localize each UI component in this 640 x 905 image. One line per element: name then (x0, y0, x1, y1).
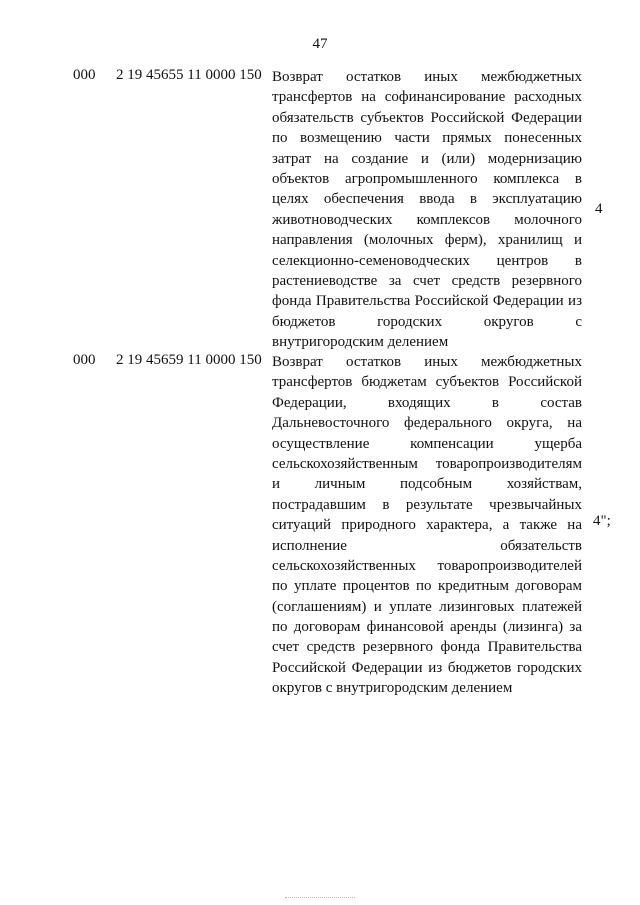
page-number: 47 (312, 36, 328, 52)
description-line: животноводческих комплексов молочного (272, 211, 582, 228)
description-line: Российской Федерации из бюджетов городских (272, 659, 582, 676)
description-line: направления (молочных ферм), хранилищ и (272, 232, 582, 249)
description-line: округов с внутригородским делением (272, 680, 513, 697)
description-line: трансфертов на софинансирование расходных (272, 89, 582, 106)
scan-artifact (285, 897, 355, 900)
description-line: внутригородским делением (272, 334, 449, 351)
value-cell: 4 (595, 201, 603, 217)
description-line: осуществление компенсации ущерба (272, 435, 582, 452)
description-line: сельскохозяйственных товаропроизводителей (272, 557, 582, 574)
description-line: Дальневосточного федерального округа, на (272, 415, 582, 432)
description-line: селекционно-семеноводческих центров в (272, 252, 582, 269)
budget-classification-code: 2 19 45655 11 0000 150 (116, 67, 262, 83)
description-line: пострадавшим в результате чрезвычайных (272, 496, 582, 513)
description-line: целях обеспечения ввода в эксплуатацию (272, 191, 582, 208)
description-line: трансфертов бюджетам субъектов Российской (272, 374, 582, 391)
description-line: по возмещению части прямых понесенных (272, 130, 582, 147)
description-line: Федерации, входящих в состав (272, 394, 582, 411)
description-line: исполнение обязательств (272, 537, 582, 554)
budget-classification-code: 2 19 45659 11 0000 150 (116, 352, 262, 368)
code-prefix: 000 (73, 352, 96, 368)
description-line: объектов агропромышленного комплекса в (272, 170, 582, 187)
row-description (272, 67, 582, 352)
description-line: Возврат остатков иных межбюджетных (272, 354, 582, 370)
description-line: Возврат остатков иных межбюджетных (272, 69, 582, 85)
description-line: ситуаций природного характера, а также на (272, 517, 582, 534)
description-line: обязательств субъектов Российской Федерации (272, 109, 582, 126)
description-line: бюджетов городских округов с (272, 313, 582, 330)
description-line: (соглашениям) и уплате лизинговых платежей (272, 598, 582, 615)
description-line: сельскохозяйственным товаропроизводителям (272, 455, 582, 472)
code-prefix: 000 (73, 67, 96, 83)
value-cell: 4"; (593, 513, 611, 529)
description-line: фонда Правительства Российской Федерации из (272, 293, 582, 310)
description-line: по договорам финансовой аренды (лизинга) за (272, 619, 582, 636)
description-line: и личным подсобным хозяйствам, (272, 476, 582, 493)
description-line: по уплате процентов по кредитным договорам (272, 578, 582, 595)
description-line: растениеводстве за счет средств резервного (272, 272, 582, 289)
row-description (272, 352, 582, 699)
description-line: счет средств резервного фонда Правительства (272, 639, 582, 656)
description-line: затрат на создание и (или) модернизацию (272, 150, 582, 167)
